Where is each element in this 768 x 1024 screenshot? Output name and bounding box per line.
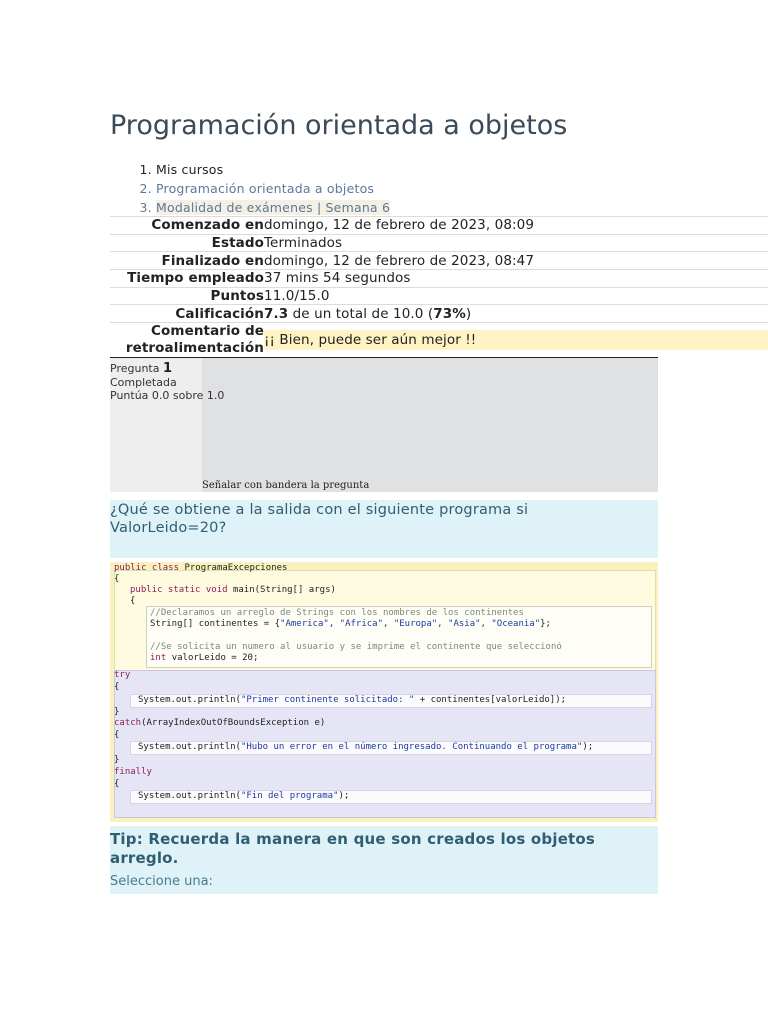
question-text-line-2: ValorLeido=20? — [110, 520, 227, 536]
code-line: { — [114, 574, 120, 584]
code-line: { — [114, 682, 120, 692]
summary-label: Finalizado en — [161, 252, 264, 269]
question-number: 1 — [162, 361, 173, 376]
summary-value — [264, 305, 768, 323]
code-line — [138, 791, 349, 803]
code-line: { — [130, 596, 136, 606]
code-string: "Primer continente solicitado: " — [240, 695, 415, 705]
code-image — [110, 562, 658, 822]
grade-percent: 73% — [433, 305, 466, 322]
breadcrumb-item-course[interactable]: 2. Programación orientada a objetos — [156, 179, 390, 198]
code-line — [114, 718, 325, 730]
code-line — [150, 619, 551, 631]
code-comment: //Declaramos un arreglo de Strings con los nombres de los continentes — [150, 608, 524, 618]
summary-label: Comenzado en — [151, 217, 264, 234]
code-text: valorLeido = 20; — [171, 653, 259, 663]
code-line — [138, 742, 593, 754]
breadcrumb-item-exam-mode[interactable] — [156, 198, 390, 217]
summary-row-status — [110, 234, 768, 252]
summary-row-time — [110, 270, 768, 288]
grade-total: de un total de 10.0 ( — [288, 305, 434, 322]
code-text: System.out.println( — [138, 791, 241, 801]
code-string: "Hubo un error en el número ingresado. Continuando el programa" — [240, 742, 583, 752]
code-line — [150, 653, 258, 665]
question-prefix: Pregunta — [110, 362, 160, 375]
code-line: { — [114, 730, 120, 740]
summary-value: domingo, 12 de febrero de 2023, 08:47 — [264, 252, 535, 269]
code-text: String[] continentes = { — [150, 619, 281, 629]
code-text: + continentes[valorLeido]); — [414, 695, 567, 705]
summary-label: Puntos — [210, 288, 264, 305]
summary-row-finished — [110, 252, 768, 270]
summary-row-points — [110, 287, 768, 305]
summary-value — [264, 323, 768, 358]
page-title: Programación orientada a objetos — [110, 110, 568, 141]
tip-text-line-2: arreglo. — [110, 849, 179, 867]
summary-label: Tiempo empleado — [127, 270, 264, 287]
code-text: ProgramaExcepciones — [184, 563, 288, 573]
code-text: }; — [540, 619, 551, 629]
question-info-text — [110, 362, 224, 403]
summary-row-feedback — [110, 323, 768, 358]
breadcrumb-item-exam-mode-label: Modalidad de exámenes | Semana 6 — [156, 200, 391, 215]
code-string: "Fin del programa" — [240, 791, 339, 801]
summary-label: Estado — [211, 235, 264, 252]
code-line: { — [114, 779, 120, 789]
attempt-summary-table — [110, 216, 768, 357]
summary-label: Calificación — [175, 305, 264, 322]
question-info-panel — [110, 357, 658, 492]
code-text: (ArrayIndexOutOfBoundsException e) — [141, 718, 326, 728]
code-keyword: finally — [114, 767, 152, 777]
code-text: main(String[] args) — [232, 585, 336, 595]
code-text: ); — [582, 742, 594, 752]
question-state: Completada — [110, 375, 177, 389]
question-score: Puntúa 0.0 sobre 1.0 — [110, 389, 225, 402]
question-text-line-1: ¿Qué se obtiene a la salida con el siguiente programa si — [110, 502, 529, 518]
feedback-label-line-1: Comentario de — [151, 323, 264, 340]
breadcrumb-item-mis-cursos[interactable]: 1. Mis cursos — [156, 160, 390, 179]
grade-close: ) — [465, 305, 472, 322]
code-keyword: catch — [114, 718, 142, 728]
code-line: } — [114, 707, 120, 717]
code-keyword: public class — [114, 563, 185, 573]
summary-value: domingo, 12 de febrero de 2023, 08:09 — [264, 217, 535, 234]
code-text: System.out.println( — [138, 695, 241, 705]
code-keyword: try — [114, 670, 131, 680]
breadcrumb — [110, 160, 390, 217]
feedback-label-line-2: retroalimentación — [125, 340, 264, 357]
code-line: } — [114, 755, 120, 765]
summary-value: 37 mins 54 segundos — [264, 270, 411, 287]
summary-row-started — [110, 217, 768, 235]
tip-text-line-1: Tip: Recuerda la manera en que son creados los objetos — [110, 830, 596, 848]
code-keyword: int — [150, 653, 172, 663]
code-text: ); — [338, 791, 350, 801]
code-line — [138, 695, 566, 707]
select-one-prompt: Seleccione una: — [110, 874, 213, 889]
code-string: "America", "Africa", "Europa", "Asia", "Oceania" — [280, 619, 541, 629]
code-keyword: public static void — [130, 585, 233, 595]
grade-score: 7.3 — [264, 305, 289, 322]
summary-label — [110, 323, 264, 358]
code-line — [130, 585, 336, 597]
code-text: System.out.println( — [138, 742, 241, 752]
summary-value: 11.0/15.0 — [264, 288, 330, 305]
summary-row-grade — [110, 305, 768, 323]
code-comment: //Se solicita un numero al usuario y se imprime el continente que seleccionó — [150, 642, 562, 652]
summary-value: Terminados — [264, 235, 343, 252]
flag-question-link[interactable]: Señalar con bandera la pregunta — [202, 480, 370, 491]
feedback-text: ¡¡ Bien, puede ser aún mejor !! — [264, 330, 768, 350]
question-text-box — [110, 500, 658, 558]
tip-box — [110, 826, 658, 894]
code-line — [114, 563, 287, 575]
